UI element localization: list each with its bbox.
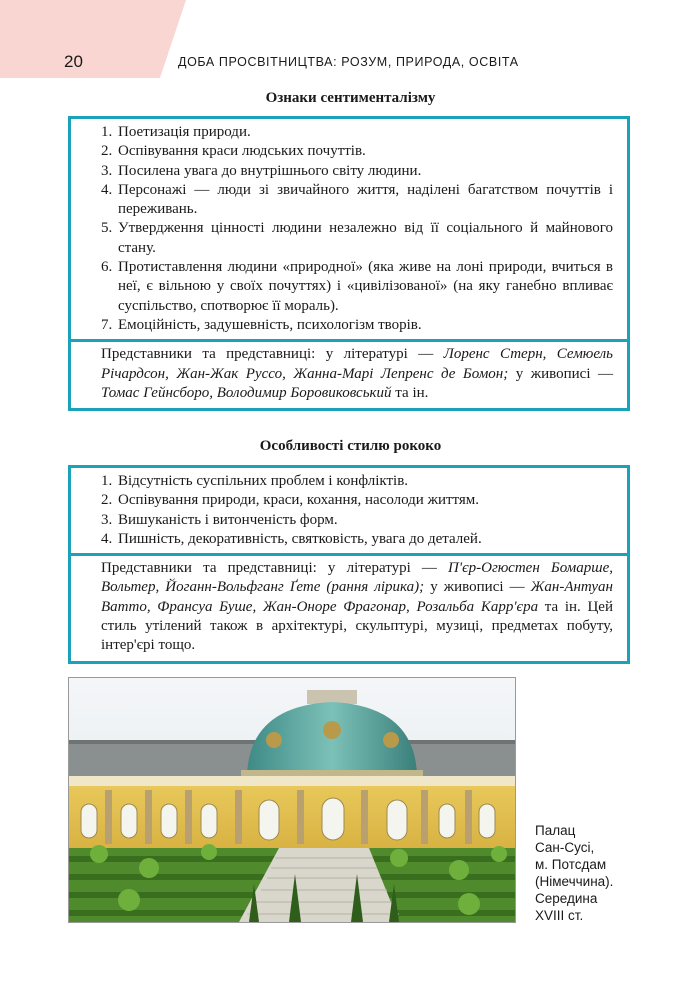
list-item <box>101 219 613 258</box>
rococo-list <box>101 472 613 549</box>
page-number: 20 <box>64 52 83 71</box>
sanssouci-palace-photo <box>68 677 516 923</box>
caption-line: (Німеччина). <box>535 874 614 889</box>
list-item <box>101 472 613 491</box>
palace-illustration <box>69 678 515 922</box>
item-number: 2. <box>101 143 113 160</box>
reps-literature-names: П'єр-Огюстен Бомарше, Вольтер, Йоганн-Вольфганг Ґете (рання лірика); <box>101 560 613 596</box>
item-number: 4. <box>101 181 113 198</box>
item-text: Протиставлення людини «природної» (яка живе на лоні природи, вчиться в неї, є вільною у своїх почуттях) і «цивілізованої» (на яку ганебно впливає суспільство, спотворює її мораль). <box>118 259 613 314</box>
reps-intro: Представники та представниці: у літературі — <box>101 560 449 577</box>
reps-painting-names: Томас Гейнсборо, Володимир Боровиковський <box>101 384 392 401</box>
caption-line: Середина <box>535 891 598 906</box>
caption-line: XVIII ст. <box>535 908 584 923</box>
rococo-box <box>68 465 630 664</box>
caption-line: м. Потсдам <box>535 857 607 872</box>
item-number: 7. <box>101 316 113 333</box>
sentimentalism-representatives <box>71 342 627 408</box>
sentimentalism-title: Ознаки сентименталізму <box>265 90 436 106</box>
list-item <box>101 123 613 142</box>
item-text: Поетизація природи. <box>118 124 251 140</box>
reps-painting-intro: у живописі — <box>424 579 531 596</box>
item-text: Персонажі — люди зі звичайного життя, наділені багатством почуттів і переживань. <box>118 181 613 218</box>
reps-end: та ін. <box>391 384 429 401</box>
rococo-title: Особливості стилю рококо <box>259 438 442 454</box>
item-text: Вишуканість і витонченість форм. <box>118 511 338 528</box>
list-item <box>101 142 613 161</box>
item-text: Оспівування краси людських почуттів. <box>118 143 366 160</box>
list-item <box>101 491 613 510</box>
item-text: Оспівування природи, краси, кохання, насолоди життям. <box>118 492 480 509</box>
rococo-representatives <box>71 556 627 660</box>
item-text: Емоційність, задушевність, психологізм творів. <box>118 316 422 333</box>
item-text: Відсутність суспільних проблем і конфліктів. <box>118 473 409 489</box>
list-item <box>101 316 613 335</box>
item-number: 5. <box>101 220 113 237</box>
sentimentalism-box <box>68 116 630 411</box>
item-number: 6. <box>101 259 113 276</box>
item-number: 2. <box>101 492 113 509</box>
photo-caption <box>535 822 675 924</box>
rococo-features <box>71 468 627 556</box>
reps-end: та ін. Цей стиль утілений також в архітектурі, скульптурі, музиці, предметах побуту, інтер'єрі тощо. <box>101 598 613 654</box>
reps-literature-names: Лоренс Стерн, Семюель Річардсон, Жан-Жак Руссо, Жанна-Марі Лепренс де Бомон; <box>101 346 613 382</box>
item-text: Утвердження цінності людини незалежно від її соціального й майнового стану. <box>118 220 613 256</box>
list-item <box>101 181 613 220</box>
list-item <box>101 258 613 316</box>
running-title: ДОБА ПРОСВІТНИЦТВА: РОЗУМ, ПРИРОДА, ОСВІТА <box>178 55 519 69</box>
item-text: Посилена увага до внутрішнього світу людини. <box>118 162 422 179</box>
page-corner-decoration <box>0 0 186 78</box>
caption-line: Сан-Сусі, <box>535 840 595 855</box>
list-item <box>101 511 613 530</box>
caption-line: Палац <box>535 823 576 838</box>
item-text: Пишність, декоративність, святковість, увага до деталей. <box>118 530 482 547</box>
list-item <box>101 530 613 549</box>
item-number: 4. <box>101 530 113 547</box>
item-number: 1. <box>101 473 113 489</box>
list-item <box>101 162 613 181</box>
reps-painting-intro: у живописі — <box>508 365 613 382</box>
item-number: 1. <box>101 124 113 140</box>
reps-painting-names: Жан-Антуан Ватто, Франсуа Буше, Жан-Оноре Фрагонар, Розальба Карр'єра <box>101 579 613 615</box>
sentimentalism-features <box>71 119 627 342</box>
item-number: 3. <box>101 162 113 179</box>
reps-intro: Представники та представниці: у літературі — <box>101 346 444 363</box>
item-number: 3. <box>101 511 113 528</box>
sentimentalism-list <box>101 123 613 335</box>
